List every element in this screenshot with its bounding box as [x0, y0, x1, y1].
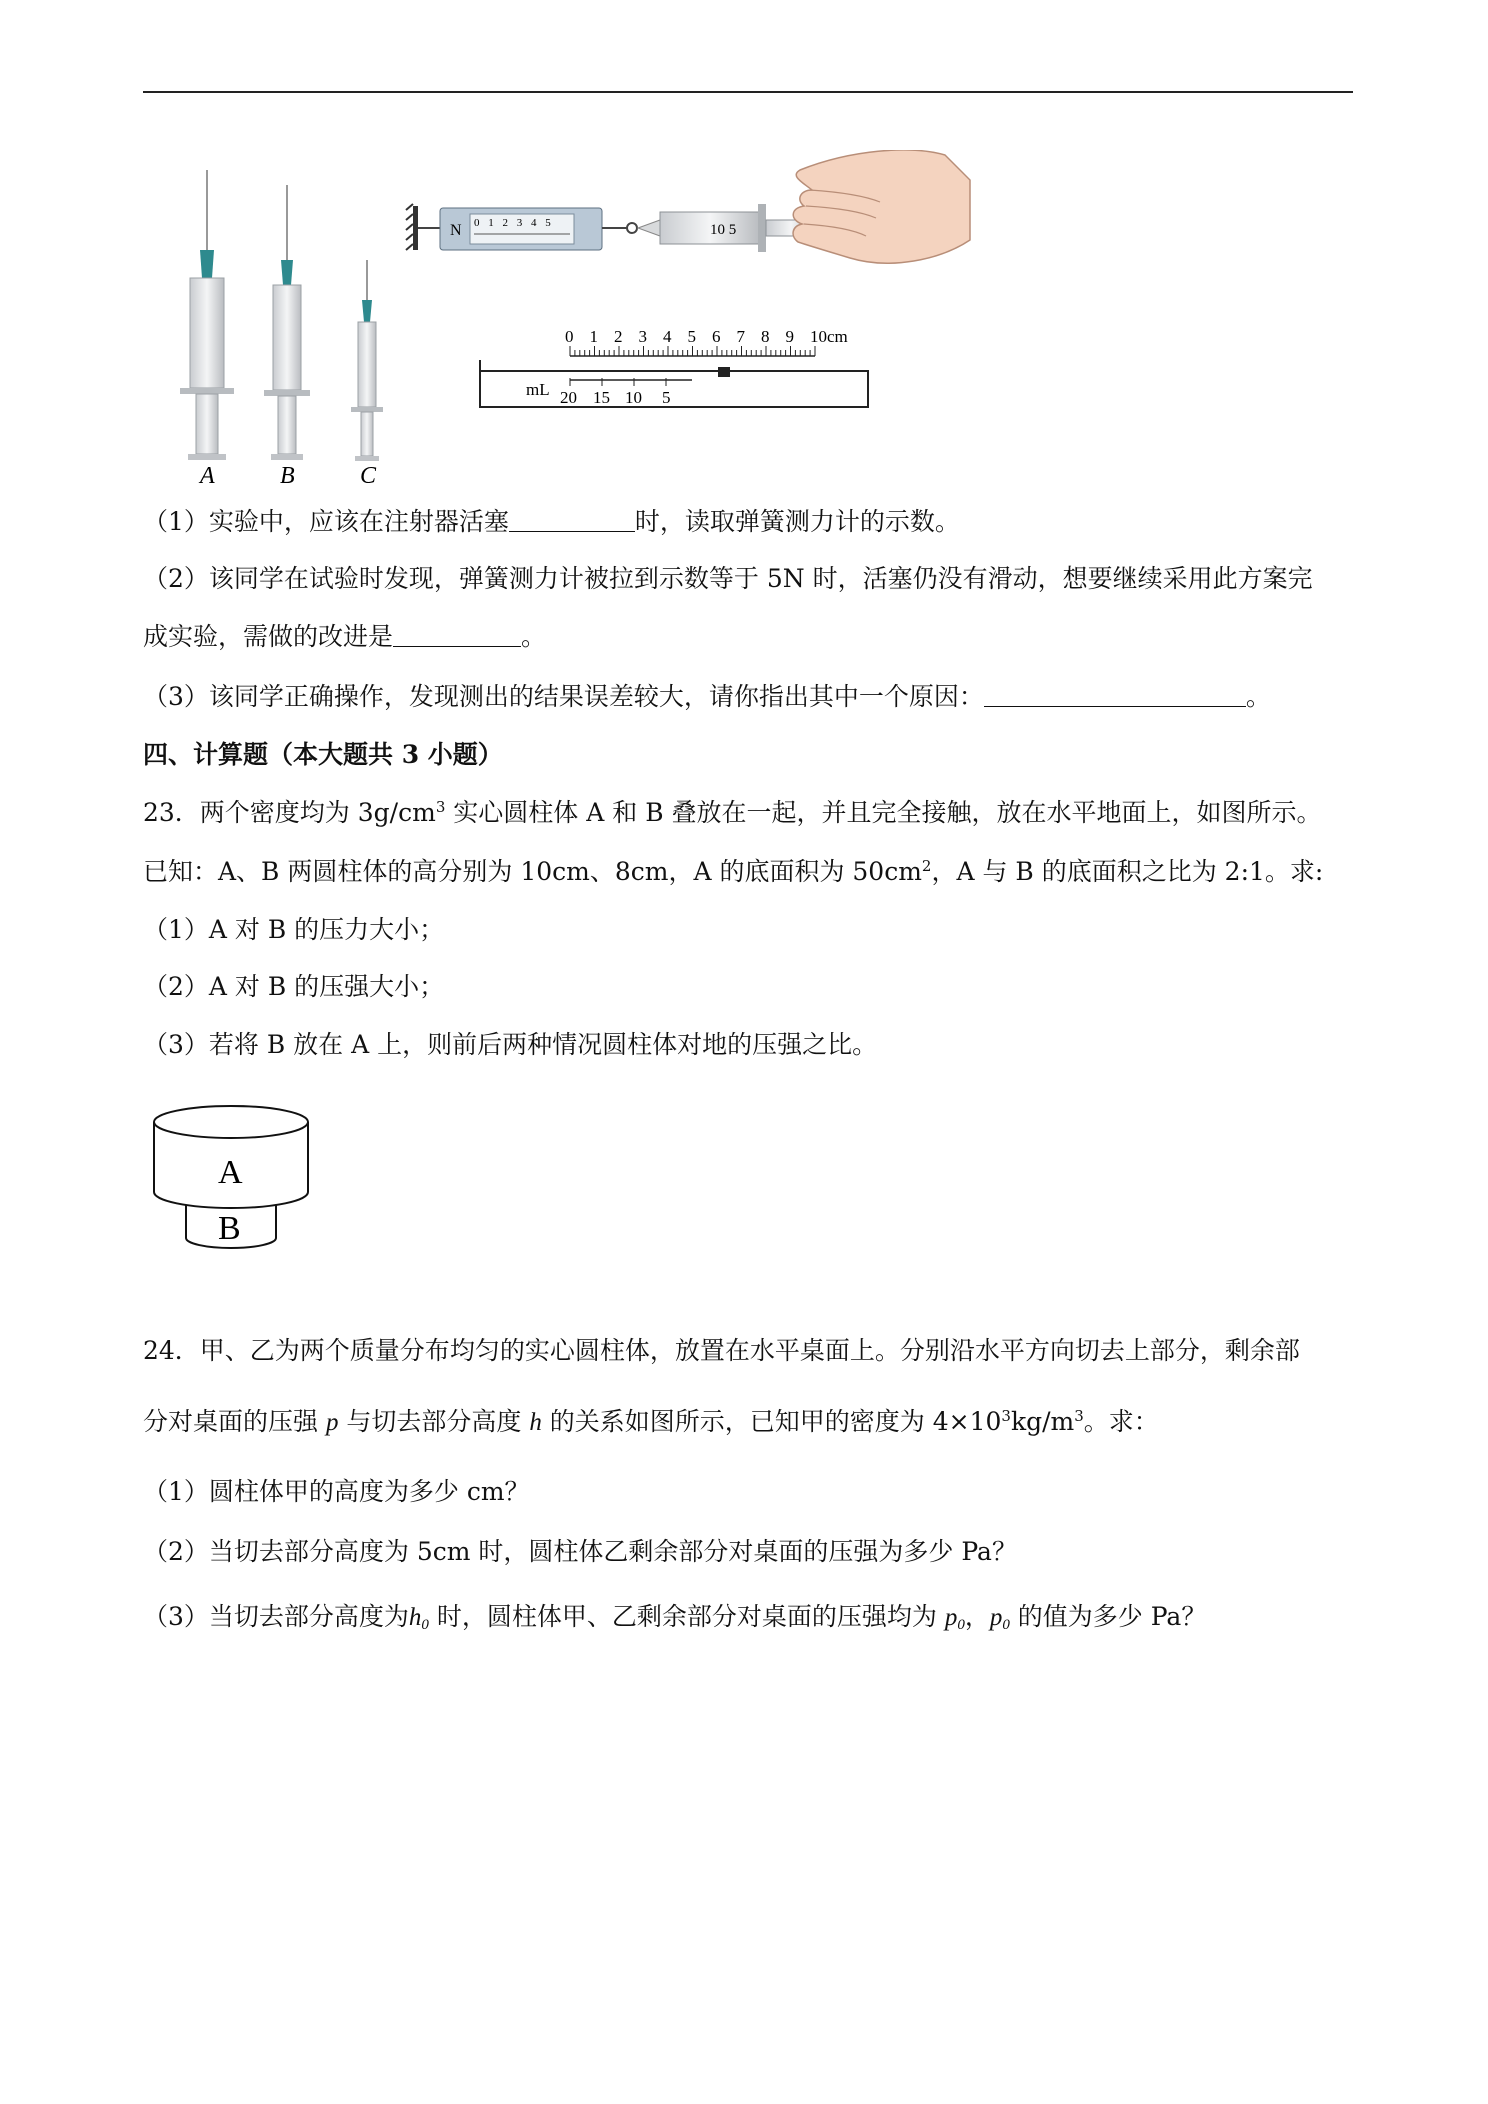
q24-p0-sub-2: 0	[1002, 1617, 1010, 1633]
ruler-label: 1	[589, 327, 598, 346]
q23-part1: （1）A 对 B 的压力大小；	[143, 915, 445, 944]
q23-line2-text-b: ，A 与 B 的底面积之比为 2:1。求:	[931, 857, 1324, 886]
q24-line2-text-a: 分对桌面的压强	[143, 1407, 326, 1436]
q22-part1	[143, 505, 960, 539]
cylinder-label-b: B	[218, 1210, 241, 1247]
q24-p0-symbol: p	[944, 1604, 958, 1631]
q24-h0-sub: 0	[421, 1617, 429, 1633]
syringe-tick-10: 10	[625, 388, 642, 407]
syringe-unit-label: mL	[526, 380, 550, 399]
syringe-a-illustration	[180, 170, 234, 460]
horizontal-syringe-illustration	[638, 204, 816, 252]
q24-part2: （2）当切去部分高度为 5cm 时，圆柱体乙剩余部分对桌面的压强为多少 Pa？	[143, 1537, 1017, 1566]
ruler-label: 10cm	[810, 327, 848, 346]
q22-part2-text-c: 。	[521, 622, 547, 651]
q24-part3	[143, 1600, 1206, 1635]
q24-height-symbol: h	[529, 1409, 542, 1436]
q24-line2-text-e: 。求：	[1083, 1407, 1159, 1436]
q22-part3-text-a: （3）该同学正确操作，发现测出的结果误差较大，请你指出其中一个原因：	[143, 682, 984, 711]
q24-part3-text-c: ，	[964, 1602, 990, 1631]
hand-syringe-marks: 10 5	[710, 222, 737, 238]
q24-pressure-symbol: p	[325, 1409, 339, 1436]
spring-scale-illustration	[406, 204, 637, 250]
ruler-label: 4	[663, 327, 672, 346]
hand-illustration	[793, 150, 970, 263]
q23-part2: （2）A 对 B 的压强大小；	[143, 972, 445, 1001]
q22-part2-line1: （2）该同学在试验时发现，弹簧测力计被拉到示数等于 5N 时，活塞仍没有滑动，想要继续采用此方案完	[143, 564, 1313, 593]
q22-part2-blank[interactable]	[393, 624, 521, 647]
section-title: 四、计算题（本大题共 3 小题）	[143, 740, 503, 769]
q24-p0-sub: 0	[957, 1617, 965, 1633]
q23-line2-text-a: 已知：A、B 两圆柱体的高分别为 10cm、8cm，A 的底面积为 50cm	[143, 857, 922, 886]
q24-p0-symbol-2: p	[989, 1604, 1003, 1631]
scale-digits: 0 1 2 3 4 5	[474, 217, 554, 229]
q22-part3-text-b: 。	[1245, 682, 1271, 711]
q24-part1: （1）圆柱体甲的高度为多少 cm？	[143, 1477, 530, 1506]
q22-part1-text-a: （1）实验中，应该在注射器活塞	[143, 507, 509, 536]
q24-line2	[143, 1405, 1159, 1440]
scale-unit-label: N	[450, 222, 462, 239]
q24-line2-text-d: kg/m	[1010, 1407, 1075, 1436]
q24-line2-sup2: 3	[1074, 1407, 1084, 1425]
q24-line2-text-b: 与切去部分高度	[338, 1407, 530, 1436]
q22-part2-line2	[143, 620, 546, 654]
ruler-label: 2	[614, 327, 623, 346]
measuring-syringe-illustration	[480, 360, 868, 408]
syringe-b-illustration	[264, 185, 310, 460]
q24-part3-text-b: 时，圆柱体甲、乙剩余部分对桌面的压强均为	[428, 1602, 945, 1631]
ruler-label: 6	[712, 327, 721, 346]
cylinder-label-a: A	[218, 1154, 243, 1191]
q22-part2-text-b: 成实验，需做的改进是	[143, 622, 394, 651]
syringe-c-illustration	[351, 260, 383, 461]
q22-part1-text-b: 时，读取弹簧测力计的示数。	[634, 507, 960, 536]
ruler-label: 3	[638, 327, 647, 346]
ruler-illustration	[565, 327, 848, 356]
syringe-tick-5: 5	[662, 388, 671, 407]
syringe-label-b: B	[280, 463, 295, 489]
q23-line1-text-b: 实心圆柱体 A 和 B 叠放在一起，并且完全接触，放在水平地面上，如图所示。	[445, 798, 1322, 827]
q23-line1	[143, 796, 1322, 830]
q24-line2-sup: 3	[1001, 1407, 1011, 1425]
ruler-label: 0	[565, 327, 574, 346]
ruler-label: 7	[736, 327, 745, 346]
q23-line2	[143, 855, 1323, 889]
header-rule	[143, 91, 1353, 93]
q22-part3-blank[interactable]	[984, 684, 1246, 707]
syringe-tick-20: 20	[560, 388, 577, 407]
q22-part3	[143, 680, 1271, 714]
ruler-label: 9	[785, 327, 794, 346]
ruler-label: 8	[761, 327, 770, 346]
cylinder-figure	[148, 1100, 318, 1260]
syringe-label-a: A	[200, 463, 215, 489]
q23-line2-sup: 2	[921, 857, 932, 875]
syringe-tick-15: 15	[593, 388, 610, 407]
q24-line2-text-c: 的关系如图所示，已知甲的密度为 4×10	[541, 1407, 1002, 1436]
syringe-label-c: C	[360, 463, 377, 489]
q24-line1: 24．甲、乙为两个质量分布均匀的实心圆柱体，放置在水平桌面上。分别沿水平方向切去上部分，剩余部	[143, 1336, 1300, 1365]
q22-part1-blank[interactable]	[509, 509, 635, 532]
ruler-label: 5	[687, 327, 696, 346]
q24-part3-text-d: 的值为多少 Pa？	[1009, 1602, 1207, 1631]
q24-part3-text-a: （3）当切去部分高度为	[143, 1602, 409, 1631]
q24-h0-symbol: h	[408, 1604, 422, 1631]
experiment-figure	[150, 150, 1000, 495]
q23-line1-sup: 3	[435, 798, 446, 816]
q23-line1-text-a: 23．两个密度均为 3g/cm	[143, 798, 436, 827]
q23-part3: （3）若将 B 放在 A 上，则前后两种情况圆柱体对地的压强之比。	[143, 1030, 878, 1059]
